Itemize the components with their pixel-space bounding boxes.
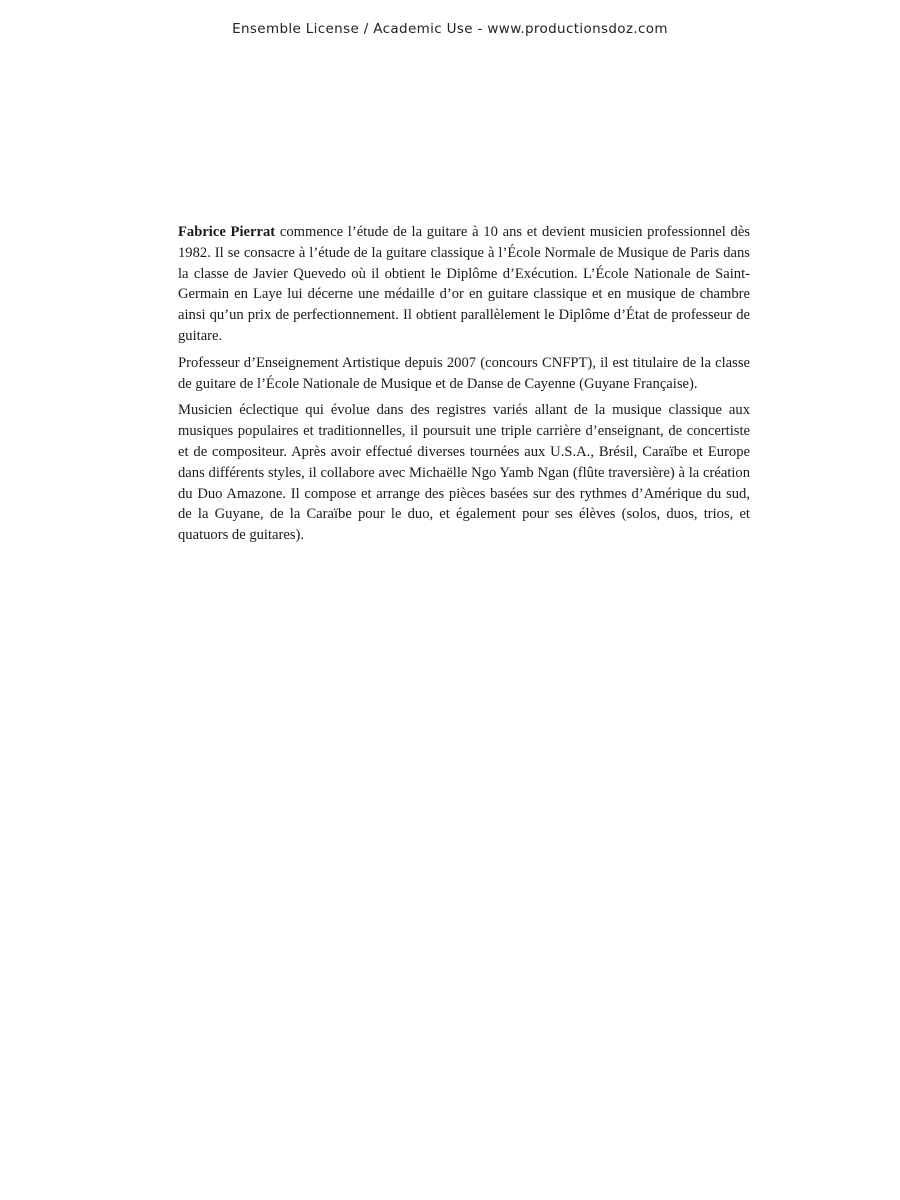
- biography-paragraph-1: [178, 222, 750, 347]
- license-header: Ensemble License / Academic Use - www.productionsdoz.com: [232, 21, 668, 37]
- biography-text-block: [178, 222, 750, 552]
- biography-paragraph-2: Professeur d’Enseignement Artistique depuis 2007 (concours CNFPT), il est titulaire de la classe de guitare de l’École Nationale de Musique et de Danse de Cayenne (Guyane Française).: [178, 354, 750, 392]
- biography-paragraph-3: Musicien éclectique qui évolue dans des registres variés allant de la musique classique aux musiques populaires et traditionnelles, il poursuit une triple carrière d’enseignant, de concertiste et de compositeur. Après avoir effectué diverses tournées aux U.S.A., Brésil, Caraïbe et Europe dans différents styles, il collabore avec Michaëlle Ngo Yamb Ngan (flûte traversière) à la création du Duo Amazone. Il compose et arrange des pièces basées sur des rythmes d’Amérique du sud, de la Guyane, de la Caraïbe pour le duo, et également pour ses élèves (solos, duos, trios, et quatuors de guitares).: [178, 402, 750, 544]
- biography-paragraph-1-text: commence l’étude de la guitare à 10 ans et devient musicien professionnel dès 1982. Il se consacre à l’étude de la guitare classique à l’École Normale de Musique de Paris dans la classe de Javier Quevedo où il obtient le Diplôme d’Exécution. L’École Nationale de Saint-Germain en Laye lui décerne une médaille d’or en guitare classique et en musique de chambre ainsi qu’un prix de perfectionnement. Il obtient parallèlement le Diplôme d’État de professeur de guitare.: [178, 224, 750, 344]
- musician-name: Fabrice Pierrat: [178, 224, 276, 240]
